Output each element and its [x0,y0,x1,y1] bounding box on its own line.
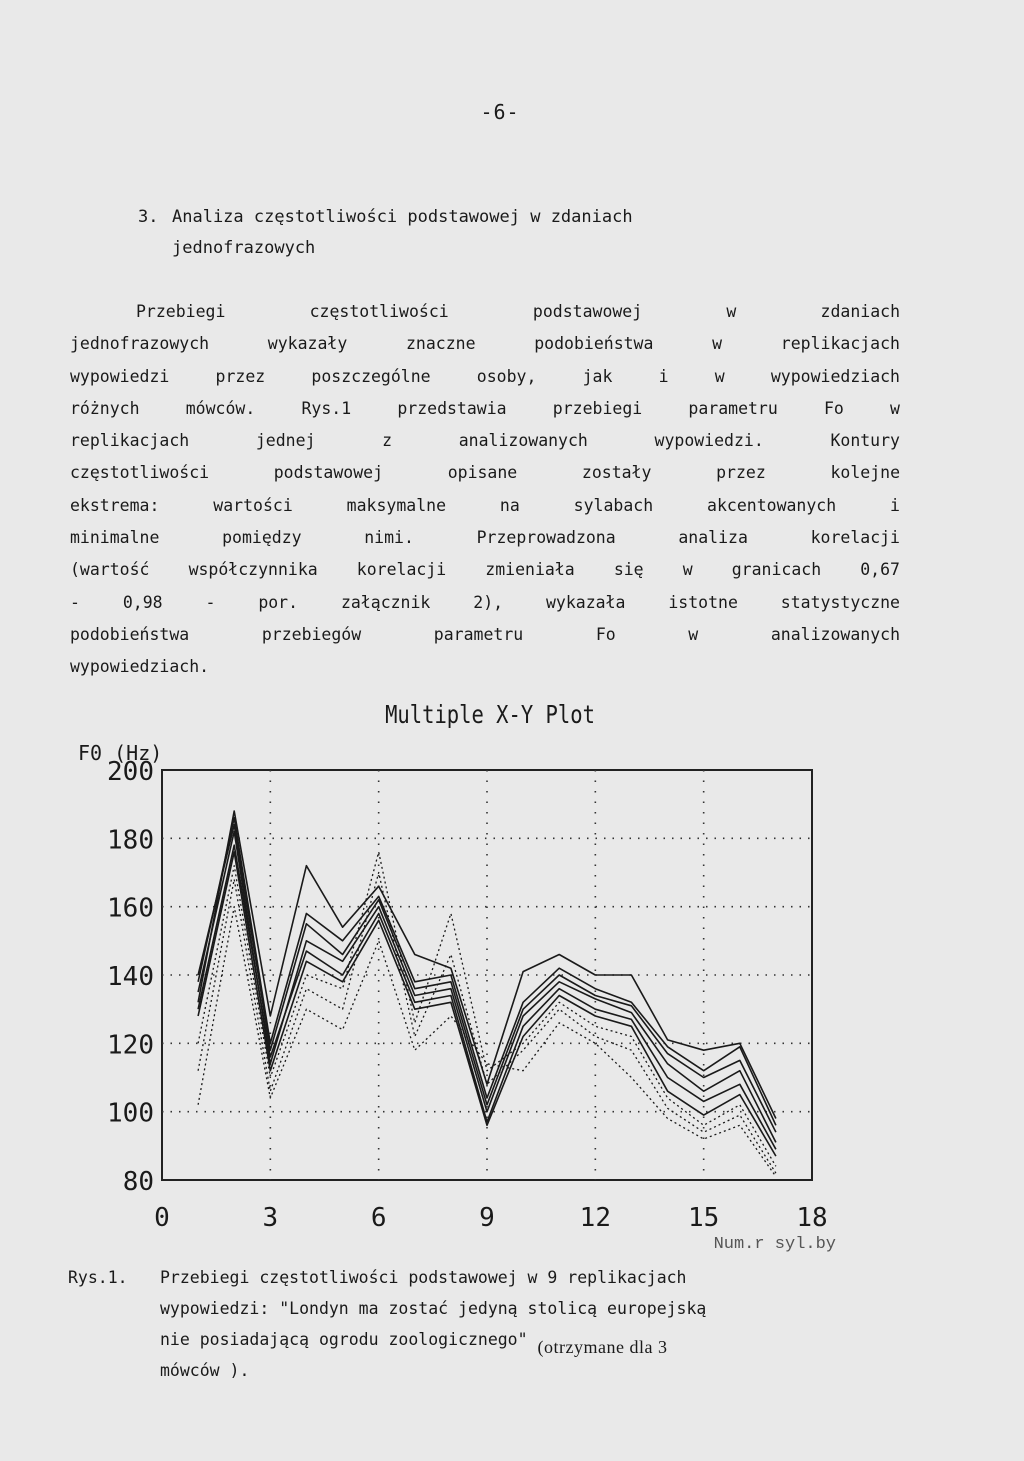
x-tick-label: 12 [579,1203,611,1233]
y-tick-label: 80 [122,1167,154,1197]
section-title-line1: Analiza częstotliwości podstawowej w zdaniach [172,207,633,227]
paragraph-line: jednofrazowych wykazały znaczne podobieństwa w replikacjach [70,334,900,354]
paragraph-line: - 0,98 - por. załącznik 2), wykazała istotne statystyczne [70,592,900,612]
paragraph-line: Przebiegi częstotliwości podstawowej w zdaniach [136,302,900,321]
caption-line4: mówców ). [160,1361,250,1380]
caption-line1: Przebiegi częstotliwości podstawowej w 9 replikacjach [160,1268,687,1287]
caption-handwritten-note: (otrzymane dla 3 [537,1337,668,1357]
series-line-9 [198,907,776,1177]
paragraph-line: wypowiedzi przez poszczególne osoby, jak i w wypowiedziach [70,366,900,386]
paragraph-line: wypowiedziach. [70,657,210,677]
y-tick-label: 160 [107,893,154,924]
figure-caption [68,1262,908,1386]
paragraph-line: częstotliwości podstawowej opisane zostały przez kolejne [70,463,900,483]
y-tick-label: 120 [107,1030,154,1061]
paragraph-line: minimalne pomiędzy nimi. Przeprowadzona analiza korelacji [70,528,900,548]
y-tick-label: 100 [107,1098,154,1129]
page-number: -6- [480,100,520,124]
x-tick-label: 6 [370,1203,387,1233]
x-axis-label: Num.r syl.by [713,1235,836,1254]
x-tick-label: 3 [262,1203,279,1233]
caption-line2: wypowiedzi: "Londyn ma zostać jedyną stolicą europejską [160,1299,707,1318]
x-tick-label: 9 [479,1203,495,1233]
x-tick-label: 0 [154,1203,170,1233]
series-line-2 [198,818,776,1126]
y-tick-label: 140 [107,962,154,992]
y-tick-label: 180 [107,825,154,856]
caption-label: Rys.1. [68,1268,128,1287]
x-tick-label: 15 [688,1203,720,1233]
paragraph-line: ekstrema: wartości maksymalne na sylabach akcentowanych i [70,495,900,515]
paragraph-line: replikacjach jednej z analizowanych wypowiedzi. Kontury [70,431,900,451]
caption-line3: nie posiadającą ogrodu zoologicznego" [160,1330,528,1349]
paragraph-line: podobieństwa przebiegów parametru Fo w analizowanych [70,624,900,644]
y-axis-label: F0 (Hz) [78,741,163,765]
section-title-line2: jednofrazowych [172,238,316,258]
paragraph-line: (wartość współczynnika korelacji zmieniała się w granicach 0,67 [70,560,900,580]
section-number: 3. [138,207,159,227]
paragraph-line: różnych mówców. Rys.1 przedstawia przebiegi parametru Fo w [70,398,900,418]
y-tick-label: 200 [107,757,154,787]
x-tick-label: 18 [796,1203,828,1233]
series-line-1 [198,811,776,1119]
chart-title: Multiple X-Y Plot [385,700,595,729]
